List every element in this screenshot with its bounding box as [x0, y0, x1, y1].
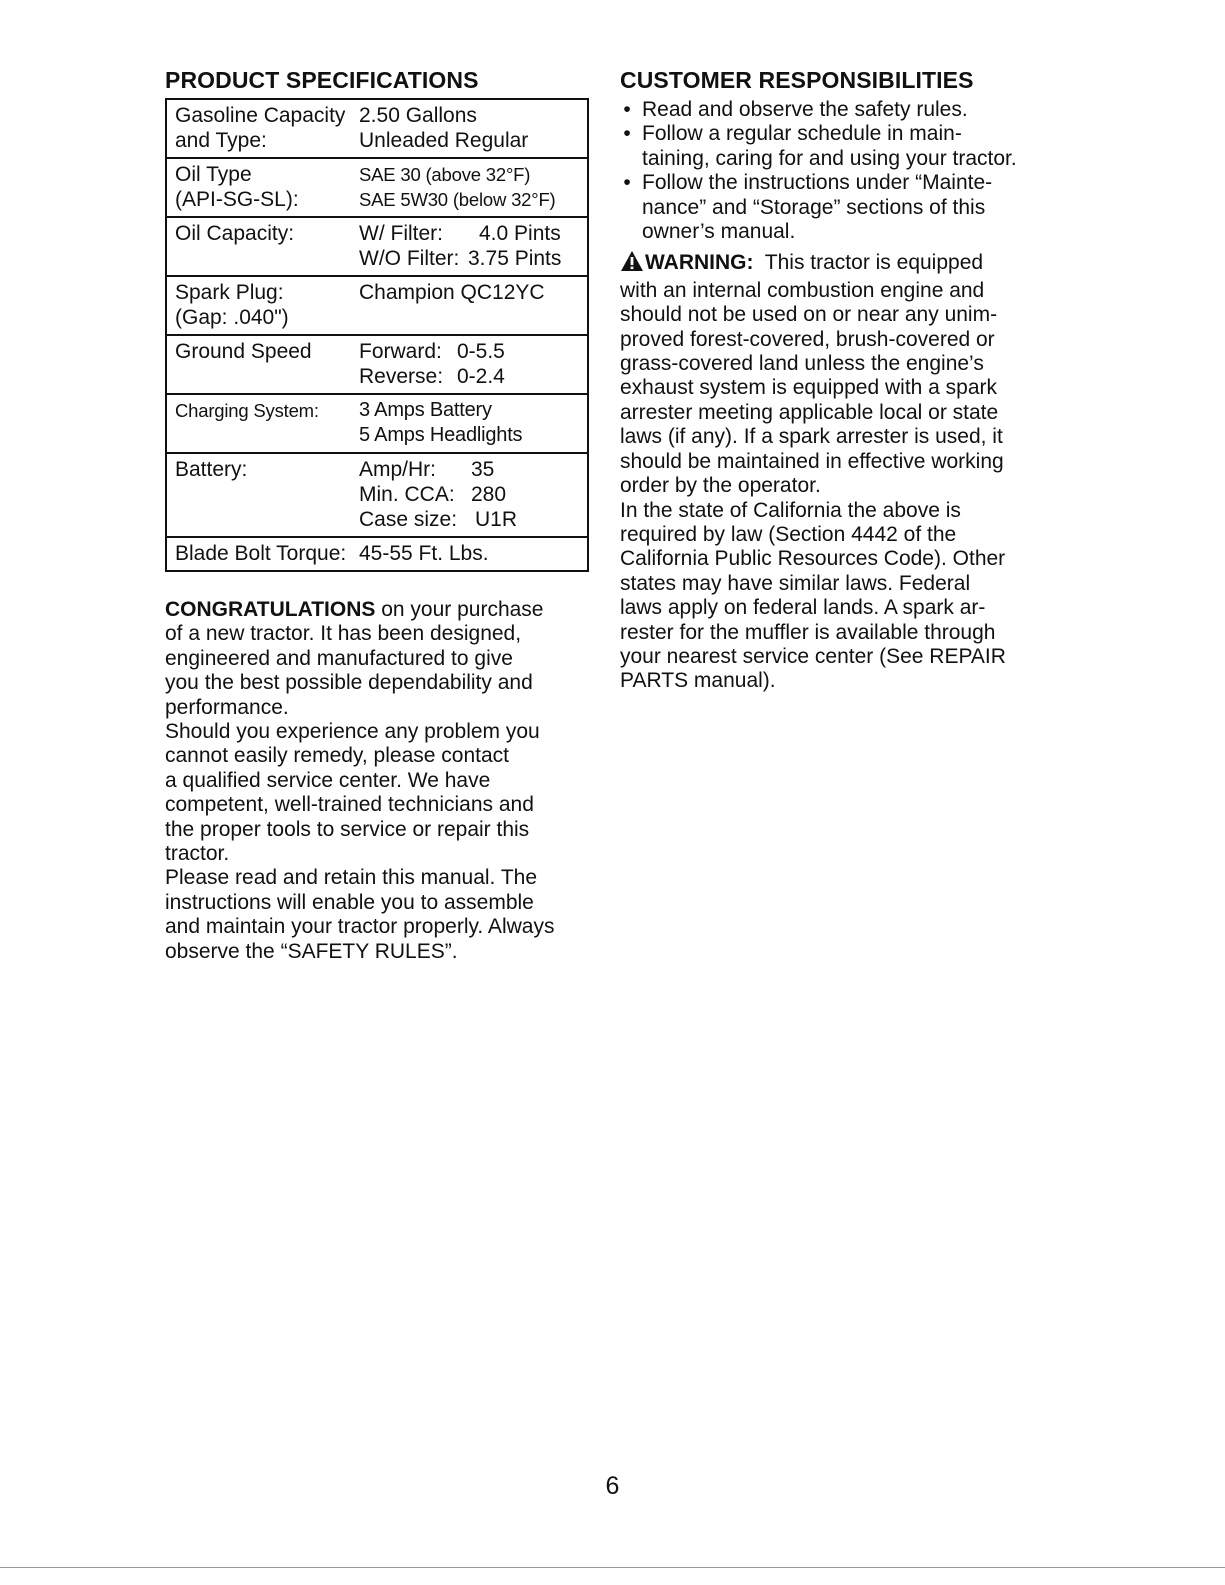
- bottom-divider: [0, 1567, 1225, 1568]
- warning-line: PARTS manual).: [620, 669, 776, 693]
- spec-value: Champion QC12YC: [359, 281, 545, 304]
- warning-line: grass-covered land unless the engine’s: [620, 352, 984, 376]
- spec-value: 3 Amps Battery: [359, 399, 492, 421]
- spec-value: SAE 5W30 (below 32°F): [359, 189, 556, 210]
- warning-line: required by law (Section 4442 of the: [620, 522, 957, 546]
- customer-responsibilities-heading: CUSTOMER RESPONSIBILITIES: [620, 67, 974, 93]
- spec-label: Battery:: [175, 458, 248, 481]
- warning-line: order by the operator.: [620, 474, 821, 498]
- spec-subkey: Min. CCA:: [359, 483, 455, 506]
- warning-line: should be maintained in effective working: [620, 449, 1004, 473]
- congrats-line: cannot easily remedy, please contact: [165, 744, 509, 768]
- congrats-line: of a new tractor. It has been designed,: [165, 622, 522, 646]
- spec-subvalue: 0-2.4: [457, 365, 505, 388]
- warning-line: should not be used on or near any unim-: [620, 303, 998, 327]
- specifications-table: [165, 98, 589, 572]
- warning-line: your nearest service center (See REPAIR: [620, 644, 1006, 668]
- spec-subkey: W/ Filter:: [359, 222, 443, 245]
- spec-label: (API-SG-SL):: [175, 188, 299, 211]
- congrats-line: Please read and retain this manual. The: [165, 866, 538, 890]
- congrats-line: engineered and manufactured to give: [165, 646, 513, 670]
- spec-row-oil-capacity: [166, 217, 588, 276]
- congrats-line: instructions will enable you to assemble: [165, 890, 534, 914]
- page-number: 6: [605, 1472, 620, 1500]
- warning-line: proved forest-covered, brush-covered or: [620, 327, 995, 351]
- responsibilities-list: [620, 98, 1060, 244]
- congrats-line: the proper tools to service or repair this: [165, 817, 530, 841]
- congrats-line: and maintain your tractor properly. Always: [165, 915, 555, 939]
- bullet-icon: •: [623, 171, 631, 195]
- warning-line: exhaust system is equipped with a spark: [620, 376, 998, 400]
- spec-label: Spark Plug:: [175, 281, 284, 304]
- spec-subkey: Amp/Hr:: [359, 458, 437, 481]
- spec-row-ground-speed: [166, 335, 588, 394]
- spec-label: Oil Type: [175, 163, 252, 186]
- warning-label: WARNING:: [645, 251, 754, 275]
- spec-subvalue: 3.75 Pints: [468, 247, 562, 270]
- spec-label: Ground Speed: [175, 340, 312, 363]
- congrats-line: you the best possible dependability and: [165, 671, 533, 695]
- congratulations-paragraph: [165, 598, 595, 964]
- spec-label: and Type:: [175, 129, 267, 152]
- warning-line: California Public Resources Code). Other: [620, 547, 1006, 571]
- warning-line: laws (if any). If a spark arrester is used, it: [620, 425, 1003, 449]
- list-item: • Follow a regular schedule in main- taining, caring for and using your tractor.: [620, 122, 1060, 171]
- spec-row-gasoline: [166, 99, 588, 158]
- spec-value: Unleaded Regular: [359, 129, 529, 152]
- spec-subvalue: 35: [471, 458, 495, 481]
- spec-subkey: Reverse:: [359, 365, 444, 388]
- congrats-line: a qualified service center. We have: [165, 768, 491, 792]
- spec-label: Gasoline Capacity: [175, 104, 346, 127]
- bullet-icon: •: [623, 98, 631, 121]
- warning-paragraph: WARNING: This tractor is equipped with an internal combustion engine and should not be used on or near any unim- proved forest-covered, brush-covered or grass-covered land unless the engine’s exhaust system is equipped with a spark arrester meeting applicable local or state laws (if any). If a spark arrester is used, it should be maintained in effective working order by the operator. In the state of California the above is required by law (Section 4442 of the California Public Resources Code). Other states may have similar laws. Federal laws apply on federal lands. A spark ar- rester for the muffler is available through your nearest service center (See REPAIR PARTS manual).: [620, 250, 1060, 693]
- spec-subkey: Case size:: [359, 508, 458, 531]
- spec-subkey: Forward:: [359, 340, 442, 363]
- spec-subvalue: U1R: [475, 508, 518, 531]
- spec-row-battery: [166, 453, 588, 537]
- list-item: • Follow the instructions under “Mainte- nance” and “Storage” sections of this owner’s manual.: [620, 171, 1060, 244]
- congrats-line: competent, well-trained technicians and: [165, 793, 534, 817]
- congrats-line: Should you experience any problem you: [165, 720, 540, 744]
- warning-line: with an internal combustion engine and: [620, 278, 985, 302]
- congrats-line: tractor.: [165, 842, 230, 866]
- warning-line: states may have similar laws. Federal: [620, 571, 971, 595]
- warning-triangle-icon: [620, 250, 644, 278]
- congrats-line: observe the “SAFETY RULES”.: [165, 939, 458, 963]
- right-column: [620, 66, 1060, 694]
- spec-row-spark-plug: [166, 276, 588, 335]
- left-column: [165, 66, 595, 964]
- warning-line: rester for the muffler is available through: [620, 620, 996, 644]
- spec-label: Oil Capacity:: [175, 222, 295, 245]
- congrats-line: on your purchase: [375, 598, 544, 621]
- product-specifications-heading: PRODUCT SPECIFICATIONS: [165, 67, 479, 93]
- warning-line: arrester meeting applicable local or state: [620, 400, 999, 424]
- bullet-icon: •: [623, 122, 631, 146]
- spec-value: 45-55 Ft. Lbs.: [359, 542, 489, 565]
- congrats-line: performance.: [165, 695, 289, 719]
- spec-label: (Gap: .040"): [175, 306, 289, 329]
- spec-row-charging-system: [166, 394, 588, 453]
- list-item: • Read and observe the safety rules.: [620, 98, 1060, 122]
- spec-subvalue: 4.0 Pints: [479, 222, 561, 245]
- spec-value: 5 Amps Headlights: [359, 424, 523, 446]
- spec-value: 2.50 Gallons: [359, 104, 477, 127]
- spec-subkey: W/O Filter:: [359, 247, 460, 270]
- spec-subvalue: 280: [471, 483, 507, 506]
- spec-subvalue: 0-5.5: [457, 340, 505, 363]
- spec-label: Charging System:: [175, 400, 319, 421]
- spec-row-blade-bolt-torque: [166, 537, 588, 571]
- congratulations-lead: CONGRATULATIONS: [165, 598, 376, 621]
- warning-line: In the state of California the above is: [620, 498, 961, 522]
- spec-label: Blade Bolt Torque:: [175, 542, 347, 565]
- spec-value: SAE 30 (above 32°F): [359, 164, 531, 185]
- warning-line: laws apply on federal lands. A spark ar-: [620, 596, 986, 620]
- spec-row-oil-type: [166, 158, 588, 217]
